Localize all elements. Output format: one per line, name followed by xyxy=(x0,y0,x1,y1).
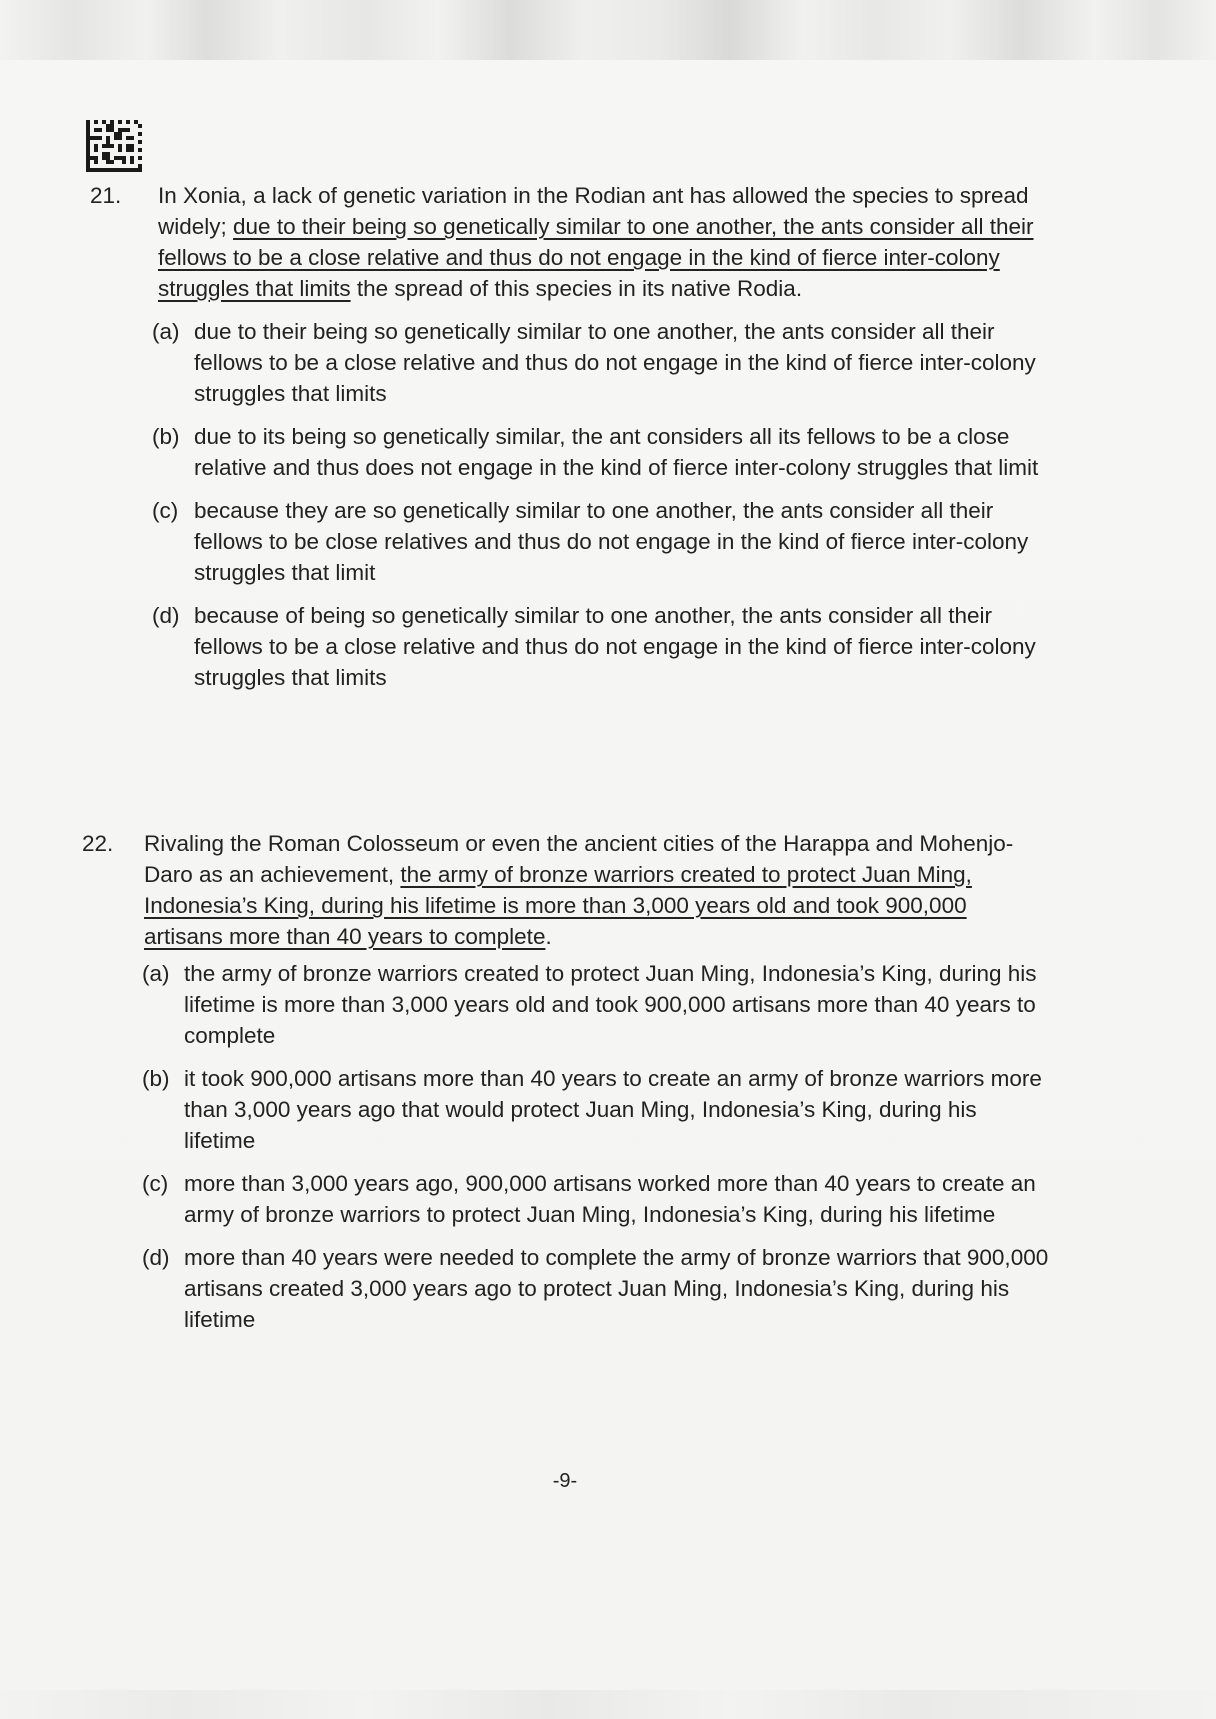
stem-underlined-text: the army of bronze warriors created to protect Juan Ming, Indonesia’s King, during his lifetime is more than 3,000 years old and took 900,000 artisans more than 40 years to complete xyxy=(144,862,972,949)
option-letter: (a) xyxy=(142,961,170,986)
option-text: the army of bronze warriors created to protect Juan Ming, Indonesia’s King, during his lifetime is more than 3,000 years old and took 900,000 artisans more than 40 years to complete xyxy=(184,961,1037,1048)
option-letter: (d) xyxy=(152,603,180,628)
option-letter: (a) xyxy=(152,319,180,344)
question-22 xyxy=(82,828,1050,1347)
option-text: due to its being so genetically similar, the ant considers all its fellows to be a close relative and thus does not engage in the kind of fierce inter-colony struggles that limit xyxy=(194,424,1039,480)
option-a xyxy=(142,958,1050,1051)
option-letter: (c) xyxy=(152,498,179,523)
option-letter: (c) xyxy=(142,1171,169,1196)
option-c xyxy=(142,1168,1050,1230)
option-text: because of being so genetically similar to one another, the ants consider all their fellows to be a close relative and thus do not engage in the kind of fierce inter-colony struggles that limits xyxy=(194,603,1036,690)
stem-text: In Xonia, a lack of genetic variation in the Rodian ant has allowed the species to spread widely; xyxy=(158,183,1029,239)
option-text: it took 900,000 artisans more than 40 years to create an army of bronze warriors more than 3,000 years ago that would protect Juan Ming, Indonesia’s King, during his lifetime xyxy=(184,1066,1042,1153)
option-b xyxy=(152,421,1050,483)
stem-underlined-text: due to their being so genetically similar to one another, the ants consider all their fellows to be a close relative and thus do not engage in the kind of fierce inter-colony struggles that limits xyxy=(158,214,1034,301)
option-a xyxy=(152,316,1050,409)
scan-artifact-top xyxy=(0,0,1216,60)
option-text: because they are so genetically similar to one another, the ants consider all their fellows to be close relatives and thus do not engage in the kind of fierce inter-colony struggles that limit xyxy=(194,498,1029,585)
answer-options xyxy=(142,958,1050,1335)
option-d xyxy=(142,1242,1050,1335)
question-number: 21. xyxy=(90,183,122,208)
answer-options xyxy=(152,316,1050,693)
scan-artifact-bottom xyxy=(0,1690,1216,1719)
option-letter: (b) xyxy=(142,1066,170,1091)
option-b xyxy=(142,1063,1050,1156)
question-stem xyxy=(158,180,1050,304)
question-number: 22. xyxy=(82,831,114,856)
option-d xyxy=(152,600,1050,693)
option-text: more than 40 years were needed to complete the army of bronze warriors that 900,000 artisans created 3,000 years ago to protect Juan Ming, Indonesia’s King, during his lifetime xyxy=(184,1245,1049,1332)
datamatrix-code xyxy=(86,120,142,172)
stem-text: the spread of this species in its native Rodia. xyxy=(350,276,803,301)
option-letter: (d) xyxy=(142,1245,170,1270)
option-letter: (b) xyxy=(152,424,180,449)
stem-text: Rivaling the Roman Colosseum or even the ancient cities of the Harappa and Mohenjo-Daro as an achievement, xyxy=(144,831,1014,887)
stem-text: . xyxy=(545,924,552,949)
option-c xyxy=(152,495,1050,588)
question-21 xyxy=(90,180,1050,705)
option-text: due to their being so genetically similar to one another, the ants consider all their fellows to be a close relative and thus do not engage in the kind of fierce inter-colony struggles that limits xyxy=(194,319,1036,406)
question-stem xyxy=(144,828,1050,952)
option-text: more than 3,000 years ago, 900,000 artisans worked more than 40 years to create an army of bronze warriors to protect Juan Ming, Indonesia’s King, during his lifetime xyxy=(184,1171,1036,1227)
page-number: -9- xyxy=(552,1470,578,1492)
